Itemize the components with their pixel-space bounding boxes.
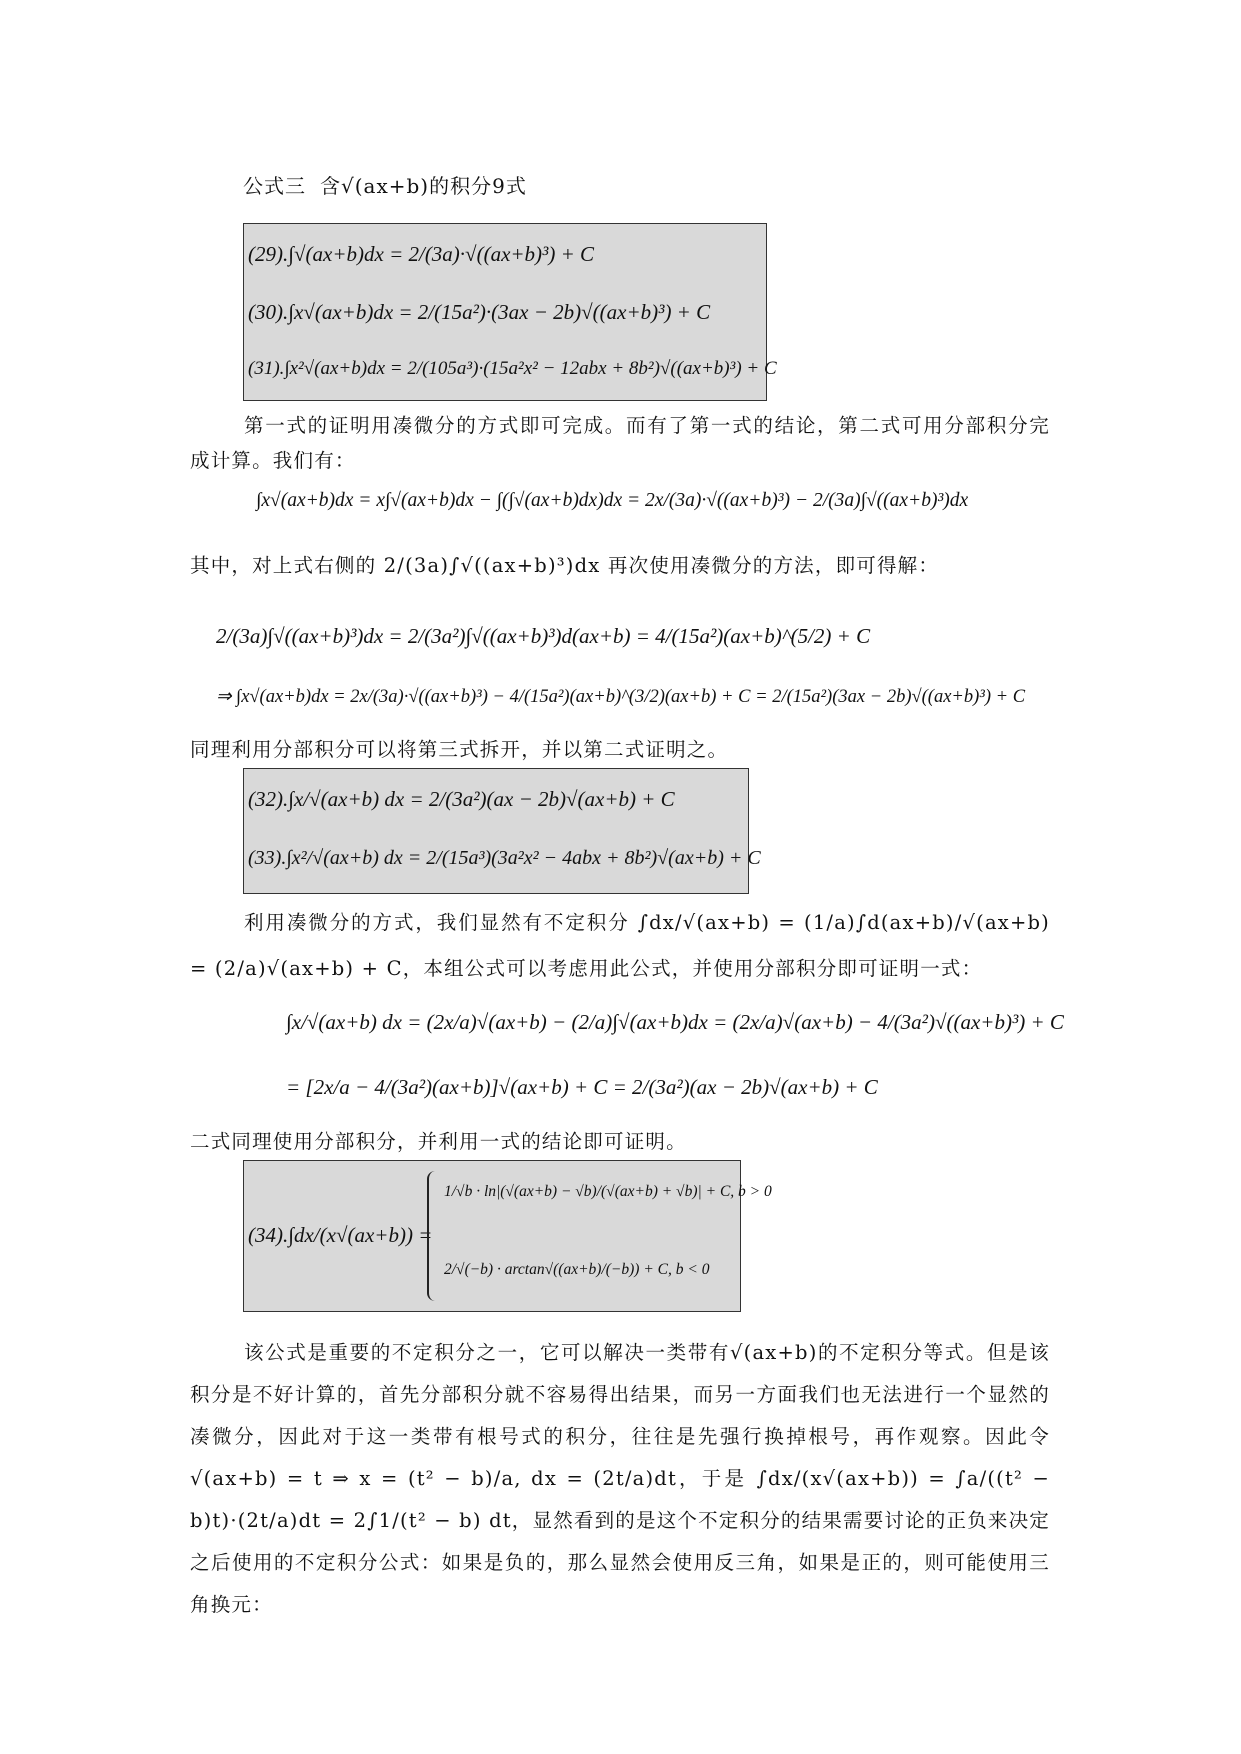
formula-box-29-31 bbox=[243, 223, 777, 401]
paragraph-2: 其中，对上式右侧的 2/(3a)∫√((ax+b)³)dx 再次使用凑微分的方法，即可得解： bbox=[190, 554, 940, 577]
formula-34-case-1: 1/√b · ln|(√(ax+b) − √b)/(√(ax+b) + √b)| + C, b > 0 bbox=[444, 1183, 772, 1200]
formula-box-32-33 bbox=[243, 768, 761, 894]
formula-34-lhs: (34).∫dx/(x√(ax+b)) = bbox=[248, 1223, 433, 1247]
formula-34-case-2: 2/√(−b) · arctan√((ax+b)/(−b)) + C, b < 0 bbox=[444, 1261, 710, 1278]
equation-5: = [2x/a − 4/(3a²)(ax+b)]√(ax+b) + C = 2/(3a²)(ax − 2b)√(ax+b) + C bbox=[286, 1075, 878, 1099]
equation-2: 2/(3a)∫√((ax+b)³)dx = 2/(3a²)∫√((ax+b)³)d(ax+b) = 4/(15a²)(ax+b)^(5/2) + C bbox=[216, 624, 871, 648]
paragraph-6: 该公式是重要的不定积分之一，它可以解决一类带有√(ax+b)的不定积分等式。但是该积分是不好计算的，首先分部积分就不容易得出结果，而另一方面我们也无法进行一个显然的凑微分，因此对于这一类带有根号式的积分，往往是先强行换掉根号，再作观察。因此令 √(ax+b) = t ⇒ x = (t² − b)/a, dx = (2t/a)dt，于是 ∫dx/(x√(ax+b)) = ∫a/((t² − b)t)·(2t/a)dt = 2∫1/(t² − b) dt，显然看到的是这个不定积分的结果需要讨论的正负来决定之后使用的不定积分公式：如果是负的，那么显然会使用反三角，如果是正的，则可能使用三角换元： bbox=[190, 1341, 1050, 1616]
paragraph-5: 二式同理使用分部积分，并利用一式的结论即可证明。 bbox=[190, 1130, 687, 1153]
paragraph-1: 第一式的证明用凑微分的方式即可完成。而有了第一式的结论，第二式可用分部积分完成计算。我们有： bbox=[190, 414, 1050, 472]
heading-text: 含√(ax+b)的积分9式 bbox=[320, 174, 527, 198]
paragraph-3: 同理利用分部积分可以将第三式拆开，并以第二式证明之。 bbox=[190, 738, 729, 761]
heading-label: 公式三 bbox=[243, 174, 306, 198]
formula-box-34 bbox=[243, 1160, 772, 1312]
equation-1: ∫x√(ax+b)dx = x∫√(ax+b)dx − ∫(∫√(ax+b)dx)dx = 2x/(3a)·√((ax+b)³) − 2/(3a)∫√((ax+b)³)dx bbox=[256, 490, 969, 511]
section-heading bbox=[243, 170, 527, 199]
equation-4: ∫x/√(ax+b) dx = (2x/a)√(ax+b) − (2/a)∫√(ax+b)dx = (2x/a)√(ax+b) − 4/(3a²)√((ax+b)³) + C bbox=[286, 1010, 1064, 1034]
formula-33: (33).∫x²/√(ax+b) dx = 2/(15a³)(3a²x² − 4abx + 8b²)√(ax+b) + C bbox=[248, 847, 761, 869]
formula-30: (30).∫x√(ax+b)dx = 2/(15a²)·(3ax − 2b)√((ax+b)³) + C bbox=[248, 300, 711, 324]
formula-29: (29).∫√(ax+b)dx = 2/(3a)·√((ax+b)³) + C bbox=[248, 242, 595, 266]
equation-3: ⇒ ∫x√(ax+b)dx = 2x/(3a)·√((ax+b)³) − 4/(15a²)(ax+b)^(3/2)(ax+b) + C = 2/(15a²)(3ax − 2b)√((ax+b)³) + C bbox=[216, 687, 1026, 707]
formula-31: (31).∫x²√(ax+b)dx = 2/(105a³)·(15a²x² − 12abx + 8b²)√((ax+b)³) + C bbox=[248, 358, 777, 379]
formula-32: (32).∫x/√(ax+b) dx = 2/(3a²)(ax − 2b)√(ax+b) + C bbox=[248, 787, 675, 811]
case-brace bbox=[427, 1171, 439, 1301]
paragraph-4: 利用凑微分的方式，我们显然有不定积分 ∫dx/√(ax+b) = (1/a)∫d(ax+b)/√(ax+b) = (2/a)√(ax+b) + C，本组公式可以考虑用此公式，并使用分部积分即可证明一式： bbox=[190, 911, 1050, 980]
